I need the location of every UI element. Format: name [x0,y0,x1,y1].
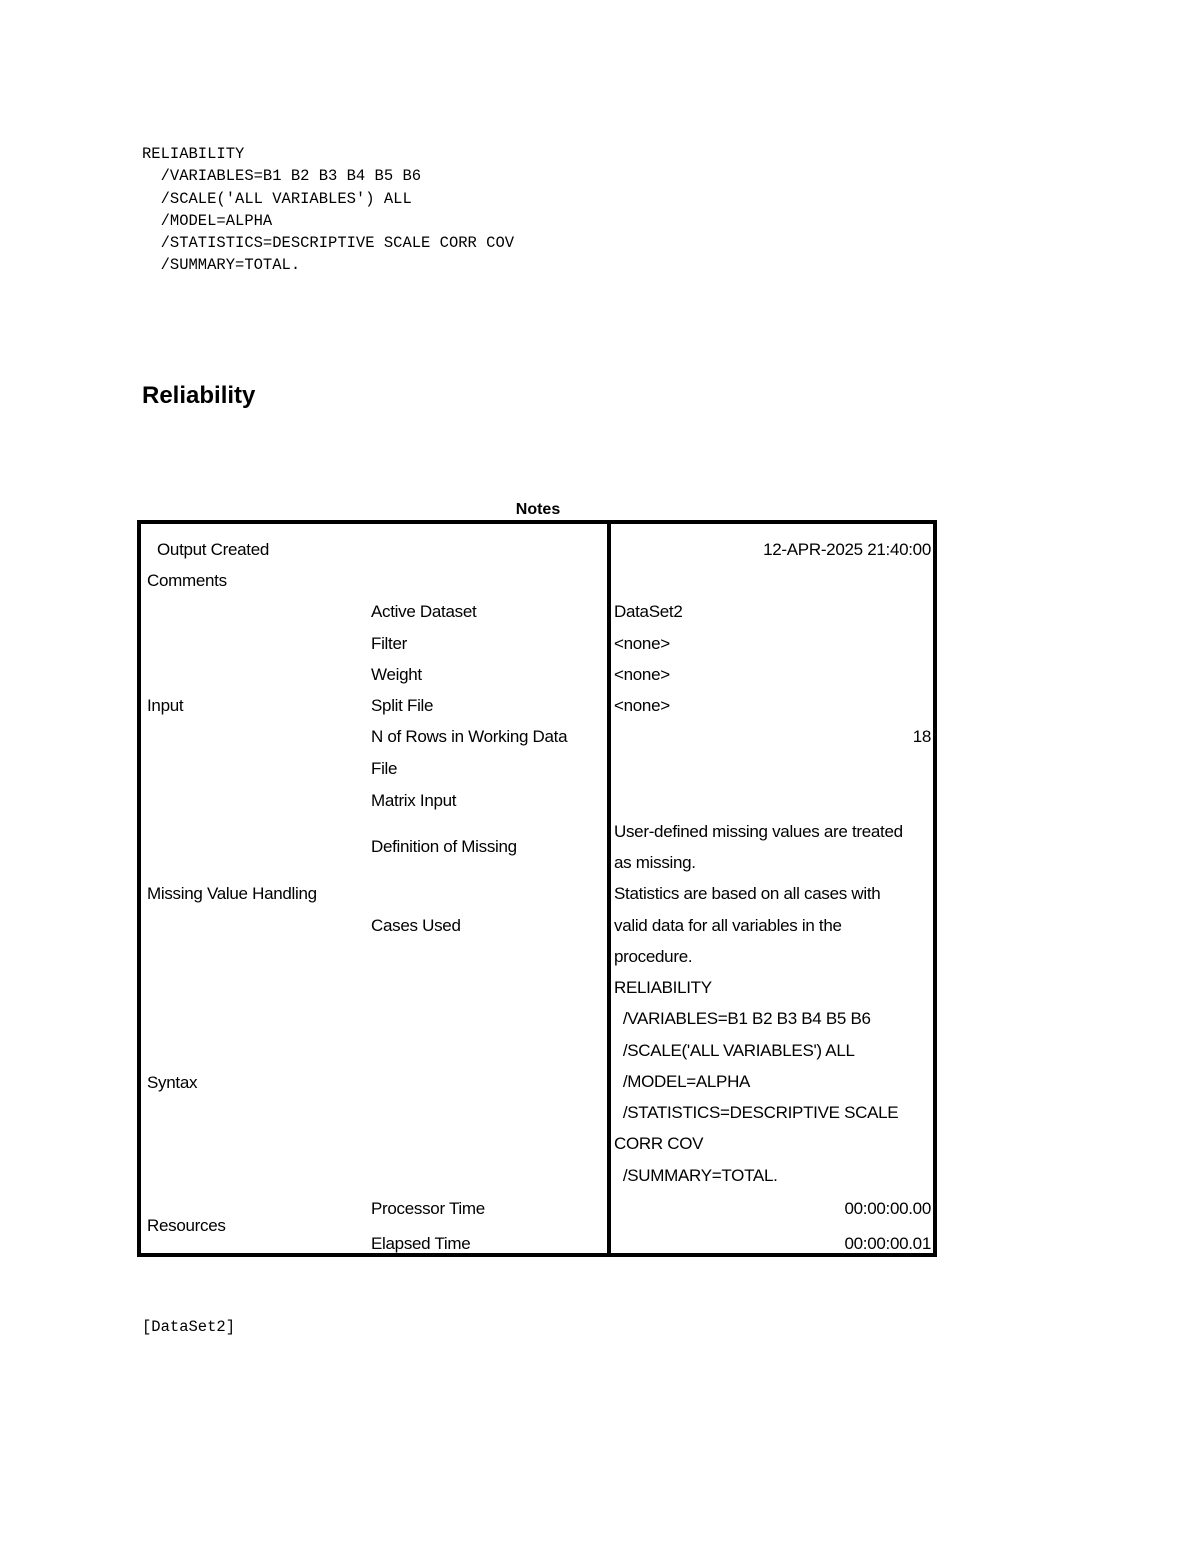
matrix-input-label: Matrix Input [371,791,457,810]
section-heading: Reliability [142,382,256,409]
split-file-label: Split File [371,696,434,715]
processor-time-value: 00:00:00.00 [844,1199,931,1218]
syntax-value-line: /VARIABLES=B1 B2 B3 B4 B5 B6 [614,1009,871,1028]
active-dataset-reference: [DataSet2] [142,1318,236,1336]
syntax-line: /MODEL=ALPHA [142,211,273,230]
n-rows-value: 18 [912,727,931,746]
syntax-line: /SCALE('ALL VARIABLES') ALL [142,189,412,208]
syntax-value-line: /MODEL=ALPHA [614,1072,751,1091]
active-dataset-label: Active Dataset [371,602,477,621]
cases-used-value-line: Statistics are based on all cases with [614,884,881,903]
syntax-label: Syntax [147,1073,198,1092]
resources-label: Resources [147,1216,226,1235]
syntax-code-block [142,143,514,277]
split-file-value: <none> [614,696,670,715]
elapsed-time-value: 00:00:00.01 [844,1234,931,1253]
output-created-value: 12-APR-2025 21:40:00 [763,540,931,559]
filter-value: <none> [614,634,670,653]
syntax-value-line: /SUMMARY=TOTAL. [614,1166,778,1185]
notes-table [137,520,937,1257]
syntax-value-line: CORR COV [614,1134,704,1153]
syntax-value-line: RELIABILITY [614,978,712,997]
definition-missing-value-line: User-defined missing values are treated [614,822,903,841]
column-divider [607,524,611,1253]
weight-value: <none> [614,665,670,684]
notes-table-title: Notes [515,501,561,518]
comments-label: Comments [147,571,227,590]
syntax-line: /SUMMARY=TOTAL. [142,256,301,275]
processor-time-label: Processor Time [371,1199,485,1218]
syntax-line: /STATISTICS=DESCRIPTIVE SCALE CORR COV [142,234,515,253]
n-rows-label: N of Rows in Working Data [371,727,568,746]
cases-used-value-line: valid data for all variables in the [614,916,842,935]
cases-used-label: Cases Used [371,916,461,935]
syntax-line: /VARIABLES=B1 B2 B3 B4 B5 B6 [142,167,422,186]
weight-label: Weight [371,665,422,684]
definition-missing-value-line: as missing. [614,853,696,872]
input-label: Input [147,696,184,715]
active-dataset-value: DataSet2 [614,602,683,621]
syntax-value-line: /SCALE('ALL VARIABLES') ALL [614,1041,855,1060]
elapsed-time-label: Elapsed Time [371,1234,471,1253]
missing-value-handling-label: Missing Value Handling [147,884,317,903]
output-created-label: Output Created [157,540,270,559]
cases-used-value-line: procedure. [614,947,693,966]
syntax-line: RELIABILITY [142,145,245,163]
filter-label: Filter [371,634,407,653]
syntax-value-line: /STATISTICS=DESCRIPTIVE SCALE [614,1103,899,1122]
definition-missing-label: Definition of Missing [371,837,517,856]
n-rows-label-cont: File [371,759,398,778]
